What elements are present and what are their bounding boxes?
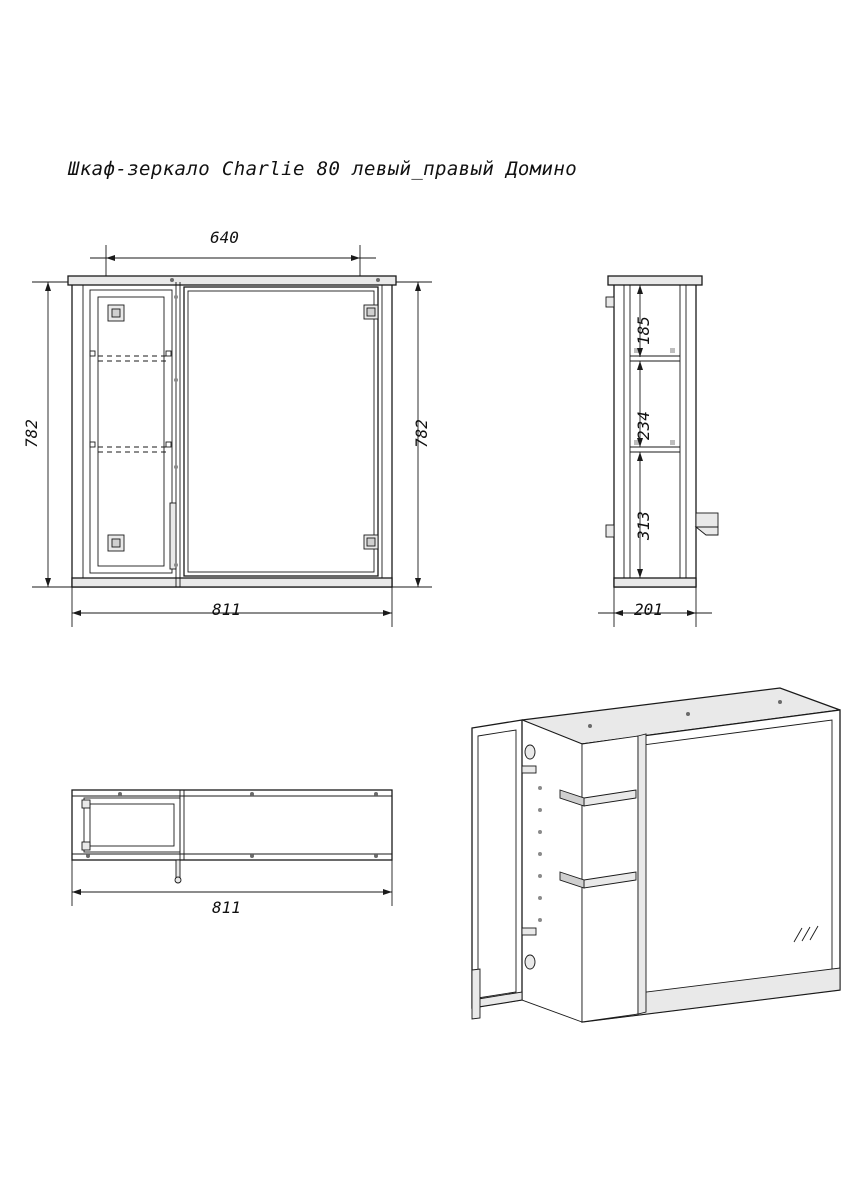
dimension-label-811-top: 811: [212, 898, 241, 917]
dimension-label-201: 201: [634, 600, 663, 619]
dimension-label-811-front: 811: [212, 600, 241, 619]
dimension-label-234: 234: [634, 411, 653, 440]
dimension-label-313: 313: [634, 511, 653, 540]
page-title: Шкаф-зеркало Charlie 80 левый_правый Домино: [68, 158, 578, 180]
dimension-label-185: 185: [634, 316, 653, 345]
dimension-label-640: 640: [210, 228, 239, 247]
dimension-label-height-right: 782: [412, 419, 431, 448]
dimension-label-height-left: 782: [22, 419, 41, 448]
